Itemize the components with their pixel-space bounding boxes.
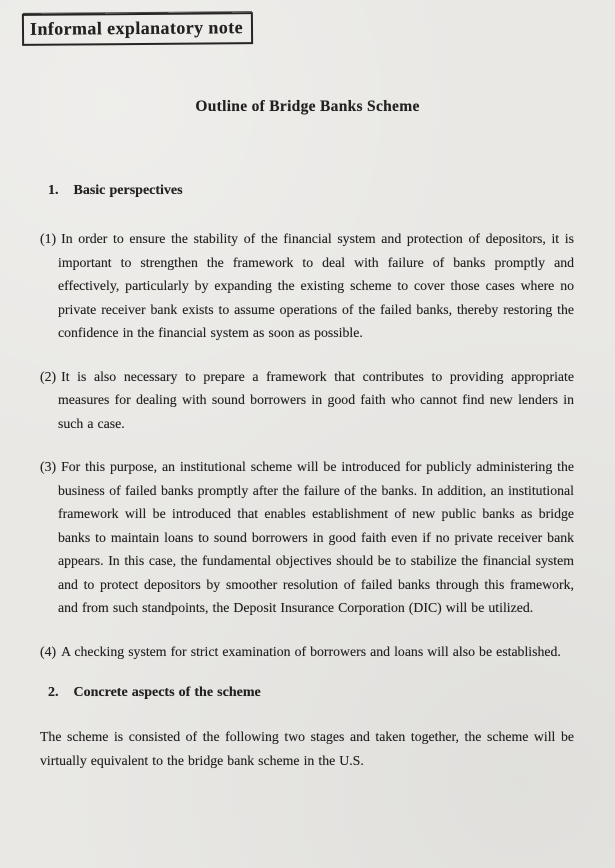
item-text: A checking system for strict examination of borrowers and loans will also be established. [61, 643, 561, 659]
item-text: For this purpose, an institutional scheme will be introduced for publicly administering the business of failed banks promptly after the failure of the banks. In addition, an institutional framework will be introduced that enables establishment of new public banks as bridge banks to maintain loans to sound borrowers in good faith even if no private receiver bank appears. In this case, the fundamental objectives should be to stabilize the financial system and to protect depositors by smoother resolution of failed banks through this framework, and from such standpoints, the Deposit Insurance Corporation (DIC) will be utilized. [58, 459, 574, 615]
item-marker: (1) [40, 231, 57, 246]
list-item-1 [40, 227, 574, 345]
section-label: Basic perspectives [73, 183, 183, 198]
item-text: In order to ensure the stability of the financial system and protection of depositors, it is important to strengthen the framework to deal with failure of banks promptly and effectively, particularly by expanding the existing scheme to cover those cases where no private receiver bank exists to assume operations of the failed banks, thereby restoring the confidence in the financial system as soon as possible. [58, 231, 574, 340]
page-title: Outline of Bridge Banks Scheme [195, 98, 420, 115]
section-label: Concrete aspects of the scheme [73, 685, 261, 700]
section-number: 1. [48, 183, 59, 198]
item-marker: (3) [40, 459, 57, 474]
list-item-2 [40, 365, 574, 436]
stamp-label: Informal explanatory note [29, 17, 244, 39]
list-item-4 [40, 640, 574, 664]
item-text: It is also necessary to prepare a framework that contributes to providing appropriate measures for dealing with sound borrowers in good faith who cannot find new lenders in such a case. [58, 368, 574, 431]
item-marker: (2) [40, 368, 57, 384]
section-number: 2. [48, 685, 59, 700]
document-body [0, 181, 615, 772]
section-heading-concrete-aspects [48, 683, 574, 703]
closing-paragraph: The scheme is consisted of the following two stages and taken together, the scheme will be virtually equivalent to the bridge bank scheme in the U.S. [40, 729, 574, 768]
stamp-box [22, 12, 253, 46]
item-marker: (4) [40, 643, 57, 659]
section-heading-basic-perspectives [48, 181, 574, 201]
list-item-3 [40, 455, 574, 620]
